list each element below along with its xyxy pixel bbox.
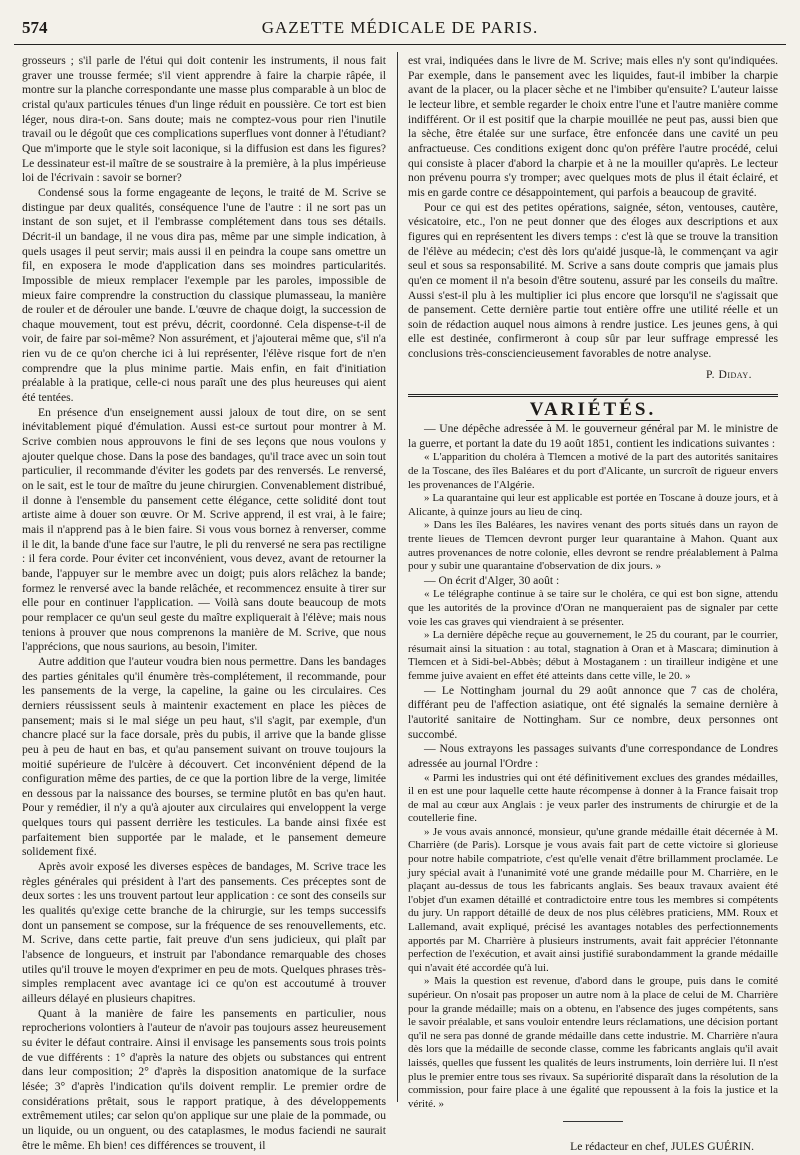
closing-rule xyxy=(563,1121,623,1122)
quoted-paragraph: » La dernière dépêche reçue au gouvernement, le 25 du courant, par le courrier, résumait ainsi la situation : au total, stagnation à Oran et à Mascara; diminution à Tlemcen et à Sidi-bel-Abbès; début à Mostaganem : un tirailleur indigène et une femme juive avaient en effet été atteints dans cette ville, le 20. » xyxy=(408,629,778,682)
page-number: 574 xyxy=(22,18,48,37)
left-column xyxy=(22,54,386,1152)
quoted-paragraph: « Parmi les industries qui ont été définitivement exclues des grandes médailles, il en est une pour laquelle cette haute récompense à donner à la France faisait trop de mal au cœur aux Anglais : je veux parler des instruments de chirurgie et de la coutellerie fine. xyxy=(408,771,778,825)
news-item: — Nous extrayons les passages suivants d'une correspondance de Londres adressée au journal l'Ordre : xyxy=(408,742,778,770)
quoted-paragraph: « Le télégraphe continue à se taire sur le choléra, ce qui est bon signe, attendu que les autorités de la province d'Oran ne manqueraient pas de signaler par cette voie les cas graves qui viendraient à se présenter. xyxy=(408,588,778,628)
author-signature: P. Diday. xyxy=(706,367,752,381)
column-divider xyxy=(397,52,398,1102)
quoted-paragraph: » Je vous avais annoncé, monsieur, qu'une grande médaille était décernée à M. Charrière (de Paris). Lorsque je vous avais fait part de cette victoire si glorieuse pour notre habile compatriote, c'est qu'elle venait d'être brillamment proclamée. Le jury spécial avait à l'unanimité voté une grande médaille pour M. Charrière, en le plaçant au-dessus de tous les fabricants anglais. Ses beaux travaux avaient été l'objet d'un examen détaillé et contradictoire entre tous les membres si compétents du jury. Un rapport détaillé de deux de nos plus célèbres praticiens, MM. Roux et Lallemand, avait expliqué, précisé les avantages notables des perfectionnements apportés par M. Charrière à plusieurs instruments, avait fait apprécier l'étonnante perfection de l'exécution, et avait ainsi justifié surabondamment la grande médaille qui n'avait été accordée qu'à lui. xyxy=(408,825,778,974)
section-separator xyxy=(408,394,778,397)
journal-title: GAZETTE MÉDICALE DE PARIS. xyxy=(261,18,539,37)
news-item: — On écrit d'Alger, 30 août : xyxy=(424,573,560,587)
page-header xyxy=(14,14,786,45)
paragraph: Après avoir exposé les diverses espèces de bandages, M. Scrive trace les règles générales qui président à l'art des pansements. Ces préceptes sont de deux sortes : les uns trouvent partout leur application : ce sont des conseils sur les qualités qu'exige cette branche de la chirurgie, sur les temps successifs dont un pansement se compose, sur la fréquence de ses renouvellements, etc. M. Scrive, dans cette partie, fait preuve d'un sens judicieux, qui plaît par l'absence de longueurs, et instruit par l'abondance remarquable des choses utiles qu'il trouve le moyen d'exprimer en peu de mots. Quelques phrases très-simples remplacent avec avantage ici ce qu'on est accoutumé à trouver ailleurs délayé en plusieurs chapitres. xyxy=(22,860,386,1005)
quoted-paragraph: » Dans les îles Baléares, les navires venant des ports situés dans un rayon de trente lieues de Tlemcen devront purger leur quarantaine à Mahon. Quant aux autres provenances de notre colonie, elles devront se rendre préalablement à Palma pour y subir une quarantaine d'observation de dix jours. » xyxy=(408,519,778,573)
paragraph: est vrai, indiquées dans le livre de M. Scrive; mais elles n'y sont qu'indiquées. Par exemple, dans le pansement avec les liquides, faut-il imbiber la charpie avant de la placer, ou la placer sèche et ne l'imbiber qu'ensuite? L'auteur laisse le lecteur libre, et semble regarder le choix entre l'une et l'autre manière comme indifférent. Or il est positif que la charpie mouillée ne peut pas, aussi bien que la sèche, être étalée sur une surface, être enfoncée dans une cavité un peu anfractueuse. Ces conditions exigent donc qu'on préfère l'autre procédé, celui qui consiste à placer d'abord la charpie et à ne la mouiller qu'après. Le lecteur non prévenu pourra s'y tromper; avec quelques mots de plus il était éclairé, et mis en garde contre ce désappointement, qui parfois a beaucoup de gravité. xyxy=(408,54,778,199)
section-title-text: VARIÉTÉS. xyxy=(526,399,660,421)
paragraph: Quant à la manière de faire les pansements en particulier, nous reprocherions volontiers à l'auteur de n'avoir pas toujours assez heureusement su éviter le défaut contraire. Ainsi il envisage les pansements sous trois points de vue différents : 1° d'après la nature des objets ou substances qui entrent dans leur composition; 2° d'après la disposition anatomique de la surface lésée; 3° d'après l'indication qu'ils doivent remplir. Le premier ordre de considérations prêtait, sous le rapport pratique, à des développements extrêmement utiles; car selon qu'on applique sur une plaie de la pommade, ou un liquide, ou un onguent, ou des cataplasmes, le modus faciendi ne saurait être le même. Eh bien! ces différences se trouvent, il xyxy=(22,1006,386,1152)
paragraph: Autre addition que l'auteur voudra bien nous permettre. Dans les bandages des parties génitales qu'il énumère très-complétement, il recommande, pour les pansements de la verge, la capeline, la gaine ou les circulaires. Ces derniers réussissent seuls à maintenir exactement en place les pièces de pansement; mais si le mal siége un peu haut, s'il s'agit, par exemple, d'un chancre placé sur la face dorsale, près du pubis, il arrive que la bande glisse peu à peu de haut en bas, et qu'au pansement suivant on trouve toujours la moitié supérieure de l'ulcère à découvert. Cet inconvénient dépend de la configuration même des parties, de ce que la portion libre de la verge, limitée en dessous par la naissance des bourses, se termine plutôt en bas qu'en haut. Pour y remédier, il n'y a qu'à ajouter aux circulaires qui enveloppent la verge quelques tours qui passent derrière les testicules. La bande ainsi fixée est parfaitement bien supportée par le malade, et le pansement demeure solidement fixé. xyxy=(22,654,386,859)
paragraph: Condensé sous la forme engageante de leçons, le traité de M. Scrive se distingue par deux qualités, conséquence l'une de l'autre : il ne sort pas un instant de son sujet, et il l'embrasse complétement dans tous ses détails. Décrit-il un bandage, il ne vous dira pas, même par une simple indication, à quels usages il peut servir; mais aussi il en peindra la coupe sans omettre un fil, en exposera le mode d'application dans ses moindres particularités. Impossible de mieux remplacer l'exemple par les paroles, impossible de mieux faire comprendre la construction du classique plumasseau, la manière de rouler et de dérouler une bande. L'œuvre de chaque doigt, la succession de chaque mouvement, tout est prévu, décrit, coordonné. Cela dispense-t-il de voir, de faire par soi-même? Non assurément, et j'ajouterai même que, s'il n'a rien vu de ce qu'on cherche ici à lui représenter, l'élève risque fort de n'en comprendre que la plus minime partie. Mais enfin, en fait d'initiation préalable à la pratique, celle-ci nous paraît une des plus heureuses qui aient été tentées. xyxy=(22,185,386,405)
news-item: — Une dépêche adressée à M. le gouverneur général par M. le ministre de la guerre, et portant la date du 19 août 1851, contient les indications suivantes : xyxy=(408,422,778,450)
paragraph: Pour ce qui est des petites opérations, saignée, séton, ventouses, cautère, vésicatoire, etc., l'on ne peut donner que des éloges aux descriptions et aux figures qui en représentent les divers temps : c'est là que se trouve la transition de l'élève au médecin; c'est dès lors qu'aidé jusque-là, le commençant va agir seul et sous sa responsabilité. M. Scrive a sans doute compris que jamais plus qu'en ce moment il n'a besoin d'être soutenu, assuré par les conseils du maître. Aussi s'est-il plu à les multiplier ici plus encore que lorsqu'il ne s'agissait que de pansement. Cette dernière partie tout entière offre une utilité réelle et un soin de rédaction auquel nous aimons à rendre justice. Les jeunes gens, à qui elle est destinée, confirmeront à coup sûr par leur suffrage empressé les conclusions très-consciencieusement favorables de notre analyse. xyxy=(408,200,778,361)
quoted-paragraph: » Mais la question est revenue, d'abord dans le groupe, puis dans le comité supérieur. On n'osait pas proposer un autre nom à la place de celui de M. Charrière pour la grande médaille; mais on a obtenu, en l'absence des juges compétents, sans le savoir préalable, et sans vouloir entendre leurs réclamations, une décision portant qu'il ne sera pas donné de grande médaille dans cette industrie. M. Charrière n'aura dès lors que la médaille de seconde classe, comme les fabricants anglais qu'il avait laissés, quelles que fussent les qualités de leurs instruments, loin derrière lui. Il n'est plus le premier entre tous ses rivaux. Sa supériorité disparaît dans la résolution de la commission, pour faire place à une égalité que repoussent à la fois la justice et la vérité. » xyxy=(408,975,778,1110)
quoted-paragraph: » La quarantaine qui leur est applicable est portée en Toscane à douze jours, et à Alicante, à quinze jours au lieu de cinq. xyxy=(408,492,778,518)
paragraph: En présence d'un enseignement aussi jaloux de tout dire, on se sent inévitablement piqué d'émulation. Aussi est-ce surtout pour montrer à M. Scrive combien nous approuvons le fini de ses leçons que nous voulons y ajouter quelque chose. Dans la pose des bandages, qu'il trace avec un soin tout particulier, il recommande d'éviter les godets par des renversés. Le renversé, on le sait, est le tour de maître du jeune chirurgien. Convenablement distribué, il donne à l'ensemble du pansement cette élégance, cette solidité dont tout artiste aime à douer son œuvre. Or M. Scrive apprend, il est vrai, à le faire; mais il n'apprend pas à le bien faire. Si vous vous bornez à renverser, comme il le dit, la bande d'une face sur l'autre, le pli du renversé ne sera pas rectiligne : il fera corde. Pour éviter cet inconvénient, vous devez, avant de retourner la bande, l'appuyer sur le membre avec un doigt; puis alors relâchez la bande; formez le renversé avec la bande relâchée, et recommencez ensuite à tirer sur elle pour en continuer l'application. — Voilà sans doute beaucoup de mots pour remplacer ce qu'un seul geste du maître expliquerait à l'élève; mais nous tenions à prouver que nous comprenons la manière de M. Scrive, que nous l'apprécions, que nous saurions, au besoin, l'imiter. xyxy=(22,405,386,654)
section-title xyxy=(408,399,778,421)
paragraph: grosseurs ; s'il parle de l'étui qui doit contenir les instruments, il nous fait graver une trousse fermée; s'il vient apprendre à faire la charpie râpée, il montre sur la planche correspondante une masse plus comparable à un bloc de cristal qu'aux particules ténues d'un linge réduit en poussière. Ce tort est bien léger, nous dira-t-on. Sans doute; mais ne comptez-vous pour rien l'inutile travail ou le dégoût que ces complications superflues vont donner à l'étudiant? Que m'importe que le style soit laconique, si la diffusion est dans les figures? Le dessinateur est-il maître de se soustraire à la première, à la plus impérieuse loi de l'écrivain : savoir se borner? xyxy=(22,54,386,185)
right-column xyxy=(408,54,778,1154)
editor-in-chief: Le rédacteur en chef, JULES GUÉRIN. xyxy=(570,1140,754,1154)
quoted-paragraph: « L'apparition du choléra à Tlemcen a motivé de la part des autorités sanitaires de la Toscane, des îles Baléares et du port d'Alicante, un surcroît de rigueur envers les provenances de l'Algérie. xyxy=(408,451,778,491)
news-item: — Le Nottingham journal du 29 août annonce que 7 cas de choléra, différant peu de l'affection asiatique, ont été signalés la semaine dernière à l'autorité sanitaire de Nottingham. Sur ce nombre, deux personnes ont succombé. xyxy=(408,683,778,741)
